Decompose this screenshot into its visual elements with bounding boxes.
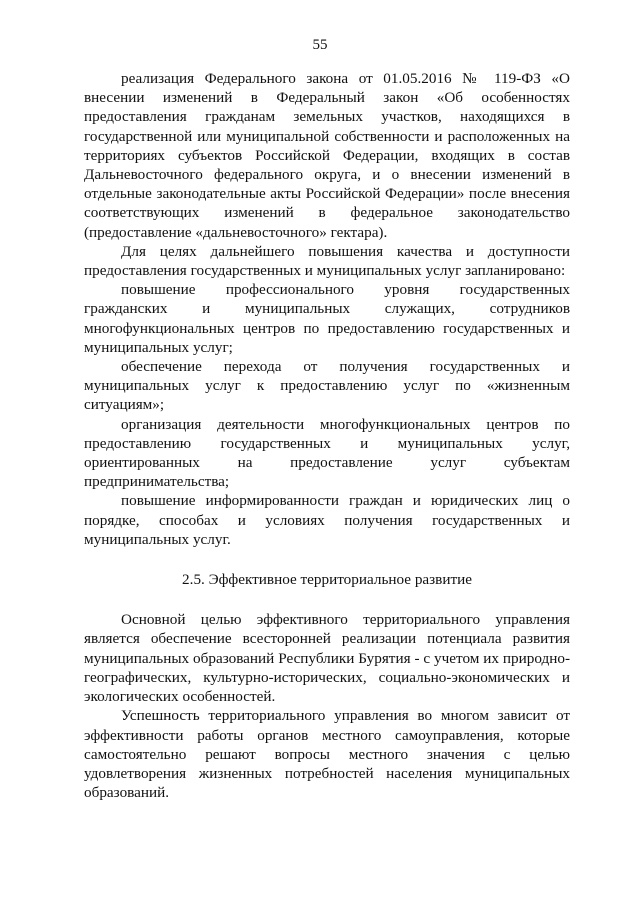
page-number: 55 [312, 37, 328, 53]
paragraph-main-goal: Основной целью эффективного территориального управления является обеспечение всесторонней реализации потенциала развития муниципальных образований Республики Бурятия - с учетом их природно-географических, культурно-исторических, социально-экономических и экологических особенностей. [84, 611, 570, 706]
section-heading: 2.5. Эффективное территориальное развитие [182, 571, 472, 589]
list-item-life-situations: обеспечение перехода от получения государственных и муниципальных услуг к предоставлению услуг по «жизненным ситуациям»; [84, 358, 570, 414]
paragraph-federal-law: реализация Федерального закона от 01.05.2016 № 119-ФЗ «О внесении изменений в Федеральный закон «Об особенностях предоставления гражданам земельных участков, находящихся в государственной или муниципальной собственности и расположенных на территориях субъектов Российской Федерации, входящих в состав Дальневосточного федерального округа, и о внесении изменений в отдельные законодательные акты Российской Федерации» после внесения соответствующих изменений в федеральное законодательство (предоставление «дальневосточного» гектара). [84, 70, 570, 241]
list-item-professional-level: повышение профессионального уровня государственных гражданских и муниципальных служащих, сотрудников многофункциональных центров по предоставлению государственных и муниципальных услуг; [84, 281, 570, 356]
document-body [84, 69, 570, 802]
list-item-awareness: повышение информированности граждан и юридических лиц о порядке, способах и условиях получения государственных и муниципальных услуг. [84, 492, 570, 548]
list-item-mfc-business: организация деятельности многофункциональных центров по предоставлению государственных и муниципальных услуг, ориентированных на предоставление услуг субъектам предпринимательства; [84, 415, 570, 491]
paragraph-local-government: Успешность территориального управления во многом зависит от эффективности работы органов местного самоуправления, которые самостоятельно решают вопросы местного значения с целью удовлетворения жизненных потребностей населения муниципальных образований. [84, 707, 570, 802]
paragraph-quality-goals: Для целях дальнейшего повышения качества и доступности предоставления государственных и муниципальных услуг запланировано: [84, 242, 570, 280]
